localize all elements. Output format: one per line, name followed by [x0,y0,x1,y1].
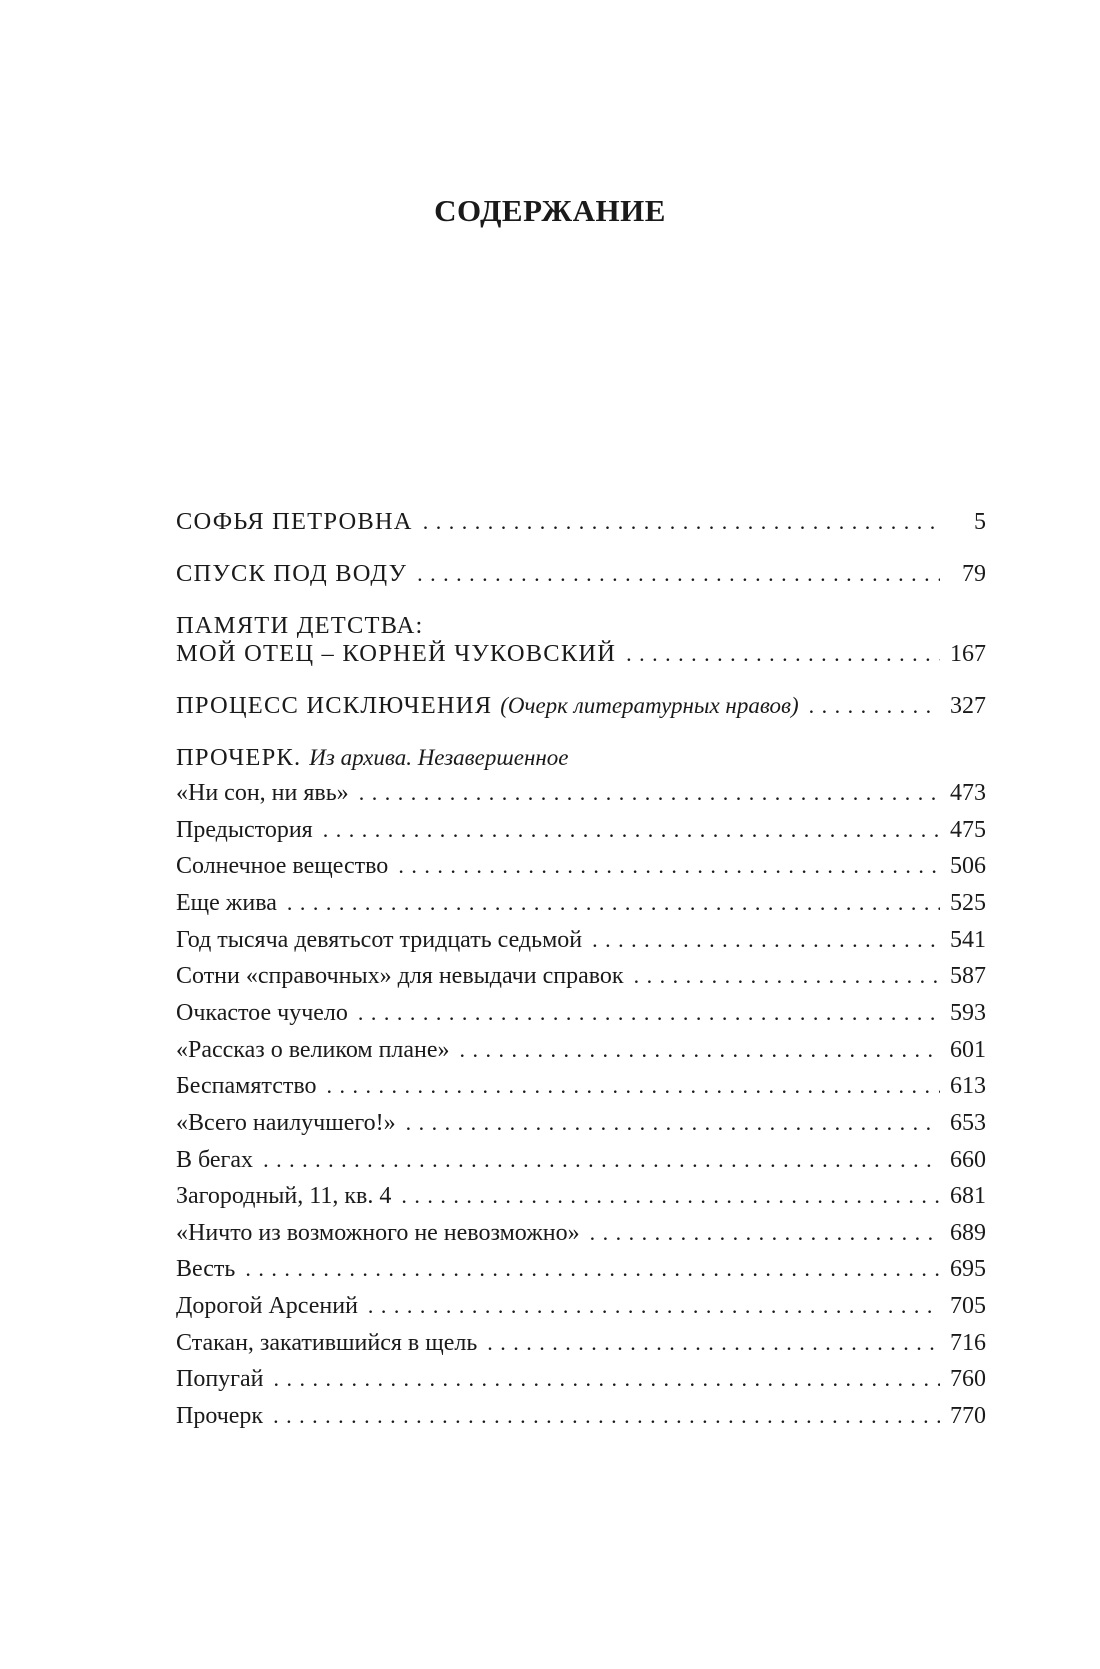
page-title: СОДЕРЖАНИЕ [434,192,666,228]
dot-leader [401,1183,940,1210]
section-heading [176,744,986,780]
toc-entry-page: 5 [974,509,986,535]
toc-entry[interactable] [176,560,986,596]
dot-leader [417,560,940,588]
toc-subentry-page: 475 [950,816,986,843]
toc-subentry-page: 681 [950,1183,986,1210]
dot-leader [327,1073,941,1100]
toc-subentry-title: «Рассказ о великом плане» [176,1036,450,1063]
toc-subentry-title: Попугай [176,1366,264,1393]
toc-entry-title: ПРОЦЕСС ИСКЛЮЧЕНИЯ [176,692,493,719]
toc-subentry[interactable] [176,1220,986,1256]
toc-subentry[interactable] [176,890,986,926]
toc-subentry-page: 593 [950,999,986,1026]
toc-entry-note: (Очерк литературных нравов) [500,693,799,718]
toc-entry-title: СОФЬЯ ПЕТРОВНА [176,508,413,535]
dot-leader [287,890,940,917]
dot-leader [274,1366,940,1393]
toc-subentry-page: 716 [950,1329,986,1356]
toc-entry[interactable] [176,692,986,728]
toc-subentry[interactable] [176,1037,986,1073]
toc-subentry-page: 660 [950,1146,986,1173]
toc-subentry-page: 770 [950,1403,986,1430]
toc-subentry-title: Стакан, закатившийся в щель [176,1329,478,1356]
toc-subentry-page: 541 [950,926,986,953]
toc-subentry[interactable] [176,1073,986,1109]
toc-subentry[interactable] [176,1000,986,1036]
toc-subentry-page: 587 [950,963,986,990]
toc-entry-title: МОЙ ОТЕЦ – КОРНЕЙ ЧУКОВСКИЙ [176,640,617,667]
dot-leader [487,1330,940,1357]
toc-subentry[interactable] [176,1330,986,1366]
dot-leader [626,640,940,668]
toc-subentry-page: 506 [950,853,986,880]
toc-subentry[interactable] [176,1256,986,1292]
toc-subentry-title: Очкастое чучело [176,999,348,1026]
toc-entry-page: 79 [962,561,986,587]
dot-leader [590,1220,940,1247]
toc-subentry-title: Солнечное вещество [176,853,389,880]
toc-subentry-title: Сотни «справочных» для невыдачи справок [176,963,624,990]
toc-subentry-title: Прочерк [176,1403,264,1430]
toc-entry-page: 327 [950,693,986,719]
toc-subentry[interactable] [176,927,986,963]
toc-subentry[interactable] [176,1293,986,1329]
dot-leader [323,817,940,844]
toc-entry-title-line1: ПАМЯТИ ДЕТСТВА: [176,612,424,639]
toc-subentry-page: 601 [950,1036,986,1063]
toc-subentry-page: 473 [950,780,986,806]
toc-subentry[interactable] [176,1110,986,1146]
toc-subentry[interactable] [176,853,986,889]
toc-subentry-title: Год тысяча девятьсот тридцать седьмой [176,926,583,953]
dot-leader [398,853,940,880]
toc-subentry-page: 653 [950,1109,986,1136]
dot-leader [359,780,940,807]
toc-subentry-title: В бегах [176,1146,254,1173]
toc-subentry-page: 525 [950,889,986,916]
toc-subentry-title: Весть [176,1256,236,1283]
toc-subentry[interactable] [176,1183,986,1219]
toc-entry[interactable] [176,508,986,544]
toc-subentry-title: Дорогой Арсений [176,1293,358,1320]
toc-subentry[interactable] [176,780,986,816]
toc-subentry[interactable] [176,963,986,999]
dot-leader [460,1037,940,1064]
toc-subentry-page: 613 [950,1073,986,1100]
toc-subentry-title: «Всего наилучшего!» [176,1109,396,1136]
dot-leader [809,692,940,720]
toc-subentry-title: Загородный, 11, кв. 4 [176,1183,392,1210]
dot-leader [263,1147,940,1174]
dot-leader [245,1256,940,1283]
toc-subentry-title: Предыстория [176,816,313,843]
section-heading-subtitle: Из архива. Незавершенное [309,745,569,770]
toc-subentry[interactable] [176,817,986,853]
toc-entry[interactable] [176,640,986,676]
toc-subentry[interactable] [176,1366,986,1402]
toc-entry-page: 167 [950,641,986,667]
toc-subentry-title: «Ничто из возможного не невозможно» [176,1219,580,1246]
toc-subentry-title: «Ни сон, ни явь» [176,780,349,806]
toc-subentry[interactable] [176,1147,986,1183]
dot-leader [406,1110,940,1137]
toc-subentry-page: 695 [950,1256,986,1283]
toc-subentry-page: 760 [950,1366,986,1393]
toc-subentry-title: Еще жива [176,889,277,916]
dot-leader [368,1293,940,1320]
toc-subentry-page: 689 [950,1219,986,1246]
toc-subentry-page: 705 [950,1293,986,1320]
toc-entry-title: СПУСК ПОД ВОДУ [176,560,408,587]
dot-leader [592,927,940,954]
section-heading-title: ПРОЧЕРК. [176,744,302,771]
toc-subentry[interactable] [176,1403,986,1439]
dot-leader [423,508,940,536]
dot-leader [634,963,940,990]
toc-subentry-title: Беспамятство [176,1073,317,1100]
dot-leader [273,1403,940,1430]
dot-leader [358,1000,940,1027]
